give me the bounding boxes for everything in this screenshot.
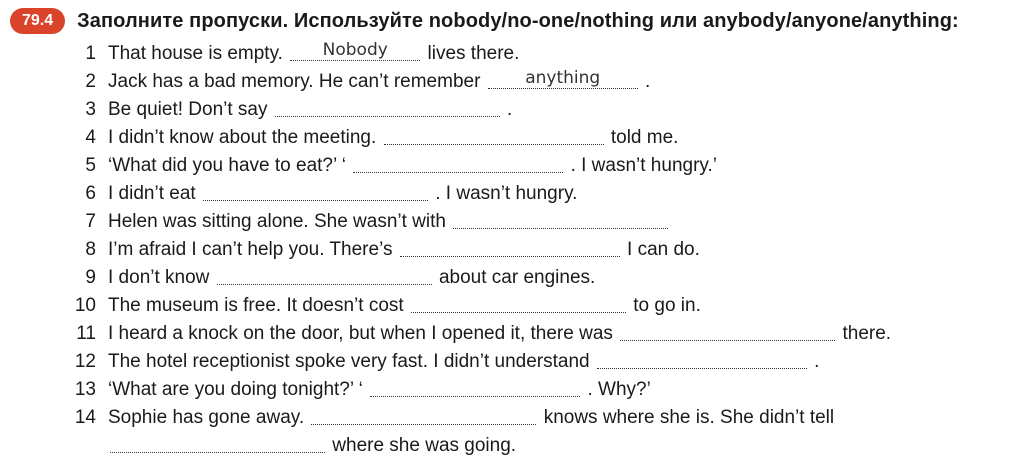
exercise-header [10, 6, 959, 36]
exercise-item-10 [62, 292, 1002, 320]
answer-text: anything [525, 68, 601, 88]
item-number: 2 [85, 71, 96, 92]
item-text-after: about car engines. [438, 267, 596, 288]
item-number: 11 [76, 323, 96, 344]
item-number: 10 [74, 295, 96, 316]
item-number: 6 [85, 183, 96, 204]
item-text-after: lives there. [427, 43, 520, 64]
item-number: 4 [85, 127, 96, 148]
answer-blank[interactable] [620, 320, 835, 341]
answer-blank[interactable] [411, 292, 626, 313]
exercise-item-13 [62, 376, 1002, 404]
answer-blank[interactable] [311, 404, 536, 425]
item-number: 7 [85, 211, 96, 232]
answer-blank[interactable] [353, 152, 563, 173]
item-text-after: . [507, 99, 513, 120]
item-number: 12 [74, 351, 96, 372]
item-text-after: . [814, 351, 820, 372]
item-text-before: That house is empty. [108, 43, 283, 64]
answer-blank[interactable] [203, 180, 428, 201]
item-text-before: Jack has a bad memory. He can’t remember [108, 71, 481, 92]
item-text-before: I didn’t eat [108, 183, 196, 204]
exercise-item-11 [62, 320, 1002, 348]
answer-blank[interactable] [275, 96, 500, 117]
item-text-before: Sophie has gone away. [108, 407, 305, 428]
answer-blank[interactable] [290, 40, 420, 61]
item-text-before: Helen was sitting alone. She wasn’t with [108, 211, 446, 232]
item-text-before: The museum is free. It doesn’t cost [108, 295, 404, 316]
item-text-before: ‘What did you have to eat?’ ‘ [108, 155, 346, 176]
item-text-after: to go in. [633, 295, 701, 316]
item-number: 8 [85, 239, 96, 260]
item-text-before: I’m afraid I can’t help you. There’s [108, 239, 393, 260]
exercise-item-1 [62, 40, 1002, 68]
exercise-instruction: Заполните пропуски. Используйте nobody/no-one/nothing или anybody/anyone/anything: [77, 9, 959, 32]
item-text-after: there. [842, 323, 892, 344]
answer-blank[interactable] [400, 236, 620, 257]
exercise-list [62, 40, 1002, 460]
item-text-after: . [644, 71, 651, 92]
item-number: 13 [74, 379, 96, 400]
exercise-item-6 [62, 180, 1002, 208]
item-text-after: . I wasn’t hungry.’ [570, 155, 717, 176]
answer-text: Nobody [322, 40, 388, 60]
answer-blank[interactable] [110, 432, 325, 453]
item-text-before: Be quiet! Don’t say [108, 99, 268, 120]
item-text-before: I heard a knock on the door, but when I opened it, there was [108, 323, 613, 344]
answer-blank[interactable] [488, 68, 638, 89]
item-text-after: where she was going. [332, 435, 517, 456]
exercise-item-5 [62, 152, 1002, 180]
answer-blank[interactable] [217, 264, 432, 285]
exercise-number-badge: 79.4 [10, 8, 65, 34]
item-number: 5 [85, 155, 96, 176]
exercise-item-3 [62, 96, 1002, 124]
item-text-before: I don’t know [108, 267, 210, 288]
item-text-before: ‘What are you doing tonight?’ ‘ [108, 379, 363, 400]
answer-blank[interactable] [384, 124, 604, 145]
item-number: 1 [85, 43, 96, 64]
exercise-item-12 [62, 348, 1002, 376]
item-number: 3 [85, 99, 96, 120]
answer-blank[interactable] [597, 348, 807, 369]
answer-blank[interactable] [453, 208, 668, 229]
exercise-item-8 [62, 236, 1002, 264]
item-text-after: . Why?’ [587, 379, 651, 400]
exercise-item-7 [62, 208, 1002, 236]
item-text-after: . I wasn’t hungry. [435, 183, 578, 204]
exercise-item-4 [62, 124, 1002, 152]
exercise-item-14-continuation [62, 432, 1002, 460]
item-number: 14 [74, 407, 96, 428]
item-number: 9 [85, 267, 96, 288]
item-text-before: I didn’t know about the meeting. [108, 127, 377, 148]
exercise-item-9 [62, 264, 1002, 292]
exercise-item-14 [62, 404, 1002, 432]
item-text-before: The hotel receptionist spoke very fast. I didn’t understand [108, 351, 590, 372]
item-text-after: told me. [610, 127, 679, 148]
answer-blank[interactable] [370, 376, 580, 397]
exercise-item-2 [62, 68, 1002, 96]
item-text-after: I can do. [627, 239, 700, 260]
item-text-after: knows where she is. She didn’t tell [543, 407, 835, 428]
